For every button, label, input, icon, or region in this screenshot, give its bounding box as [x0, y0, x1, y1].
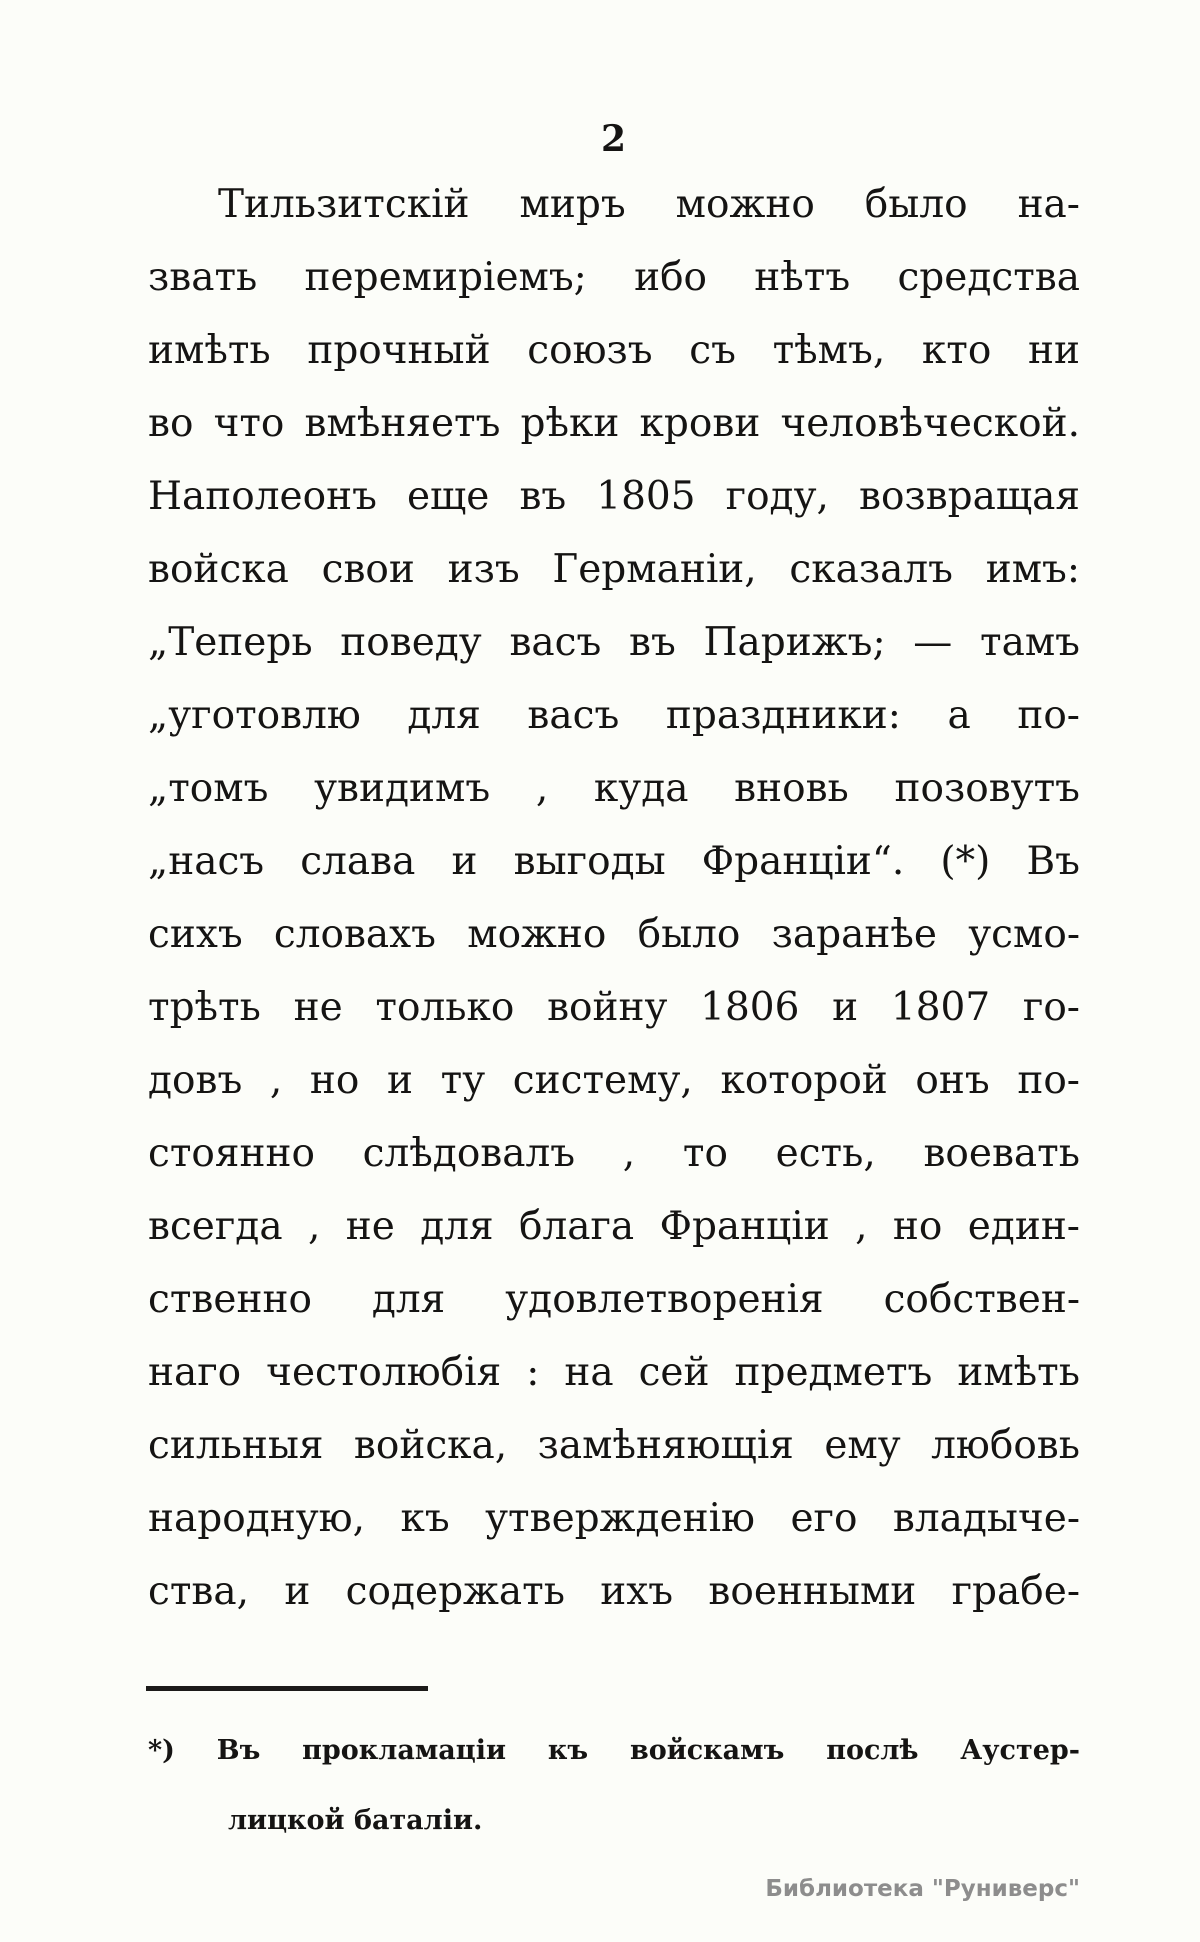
body-text-line: „уготовлю для васъ праздники: а по-: [148, 693, 1080, 738]
body-text-line: Наполеонъ еще въ 1805 году, возвращая: [148, 474, 1080, 519]
footnote: [148, 1716, 1080, 1856]
body-text-line: сихъ словахъ можно было заранѣе усмо-: [148, 912, 1080, 957]
body-text-line: всегда , не для блага Франціи , но един-: [148, 1204, 1080, 1249]
body-text-line: „Теперь поведу васъ въ Парижъ; — тамъ: [148, 620, 1080, 665]
footnote-separator-rule: [146, 1686, 428, 1691]
body-text-line: народную, къ утвержденію его владыче-: [148, 1496, 1080, 1541]
body-text-line: довъ , но и ту систему, которой онъ по-: [148, 1058, 1080, 1103]
body-text-line: звать перемиріемъ; ибо нѣтъ средства: [148, 255, 1080, 300]
footnote-line: *) Въ прокламаціи къ войскамъ послѣ Аустер-: [148, 1735, 1080, 1766]
body-text: [148, 168, 1080, 1628]
body-text-line: ства, и содержать ихъ военными грабе-: [148, 1569, 1080, 1614]
body-text-line: во что вмѣняетъ рѣки крови человѣческой.: [148, 401, 1080, 446]
body-text-line: трѣть не только войну 1806 и 1807 го-: [148, 985, 1080, 1030]
body-text-line: Тильзитскій миръ можно было на-: [218, 182, 1080, 227]
footnote-line: лицкой баталіи.: [228, 1805, 483, 1836]
body-text-line: наго честолюбія : на сей предметъ имѣть: [148, 1350, 1080, 1395]
body-text-line: „насъ слава и выгоды Франціи“. (*) Въ: [148, 839, 1080, 884]
body-text-line: сильныя войска, замѣняющія ему любовь: [148, 1423, 1080, 1468]
body-text-line: имѣть прочный союзъ съ тѣмъ, кто ни: [148, 328, 1080, 373]
body-text-line: „томъ увидимъ , куда вновь позовутъ: [148, 766, 1080, 811]
page-number: 2: [600, 118, 628, 160]
library-watermark: Библиотека "Руниверс": [765, 1876, 1080, 1902]
body-text-line: ственно для удовлетворенія собствен-: [148, 1277, 1080, 1322]
body-text-line: войска свои изъ Германіи, сказалъ имъ:: [148, 547, 1080, 592]
body-text-line: стоянно слѣдовалъ , то есть, воевать: [148, 1131, 1080, 1176]
